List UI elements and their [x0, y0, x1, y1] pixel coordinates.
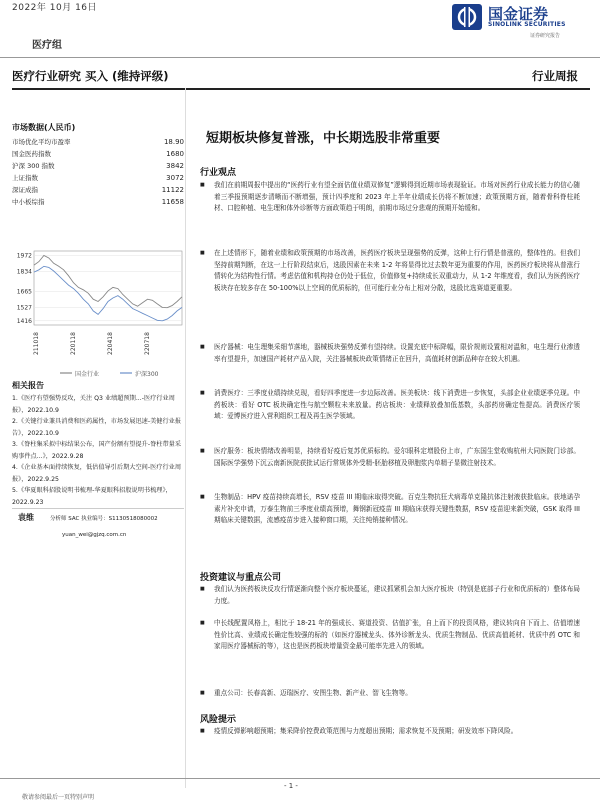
chart-legend	[60, 368, 180, 380]
footer-divider	[0, 778, 600, 779]
analyst-divider	[12, 508, 184, 509]
invest-bullet: ■ 我们认为医药板块反攻行情逐渐向整个医疗板块蔓延，建议抓紧机会加大医疗板块（特别是底部子行业和优质标的）整体布局力度。	[200, 585, 580, 605]
view-bullet: ■ 生物制品：HPV 疫苗持续高增长，RSV 疫苗 III 期临床取得突破。百克生物抗狂犬病毒单克隆抗体注射液获批临床。获地诺孕素片补充申请，万泰生物前三季度业绩高预增，舞钢新冠疫苗 III 期临床获得关键性数据，RSV 疫苗迎来新突破，GSK 取得 III 期临床关键数据，流感疫苗步进入接种窗口期，关注纯销接种情况。	[200, 493, 580, 524]
chart-x-tick-label: 220718	[144, 332, 151, 355]
chart-series-line-1	[34, 256, 182, 308]
chart-x-tick-label: 211018	[33, 332, 40, 355]
chart-axis-box	[34, 251, 182, 325]
chart-y-tick-label: 1972	[16, 252, 32, 260]
view-bullet: ■ 医疗服务：板块情绪改善明显，持续看好疫后复苏优质标的。爱尔眼科定增股份上市，广东国生堂收购杭州大同医院门诊部。国际医学强势下沉云南新医院获批试运行常规体外受精-胚胎移植及卵胞浆内单精子显微注射技术。	[200, 447, 580, 467]
analyst-email[interactable]: yuan_wei@gjzq.com.cn	[62, 532, 127, 538]
market-data-table	[12, 136, 186, 208]
related-report-item[interactable]: 5.《华夏眼科招股说明书梳理-华夏眼科招股说明书梳理》，2022.9.23	[12, 487, 172, 506]
chart-y-tick-label: 1416	[16, 317, 32, 325]
view-bullet: ■ 我们在前期周报中提出的“医药行业有望全面估值业绩双修复”逻辑得到近期市场表现验证。市场对医药行业成长能力的信心随着三季报预期逐步清晰而不断增强，预计四季度和 2023 年上半年业绩成长仍将不断加速；政策预期方面，随着骨科脊柱耗材、口腔种植、电生理和体外诊断等方面政策趋于明朗，前期市场过分悲观的预期开始缓和。	[200, 181, 580, 212]
related-report-item[interactable]: 3.《脊柱集采拟中标结果公布，国产份额有望提升-脊柱带量采购事件点...》，2022.9.28	[12, 441, 182, 460]
view-bullet: ■ 消费医疗：三季度业绩持续兑现，看好四季度进一步边际改善。医美板块：线下消费进一步恢复，头部企业业绩逐季兑现。中药板块：看好 OTC 板块确定性与航空颗粒未来放量。药店板块：业绩释放叠加低基数，头部药房确定性提高。消费医疗领域：爱博医疗进入营利组织工程及再生医学领域。	[200, 389, 580, 420]
view-bullet: ■ 在上述情形下，随着业绩和政策预期的市场改善，医药医疗板块呈现强势的反弹，这种上行行情是普涨的，整体性的。但我们坚持前期判断，在这一上行阶段结束后，选股因素在未来 1-2 年将显得比过去数年更为重要的作用，医药医疗板块将从普涨行情转化为结构性行情。考虑估值和机构持仓仍处于低位，价值修复+持续成长双重动力，从 1-2 年维度看，我们认为医药医疗板块存在较多存在 50-100%以上空间的优质标的，但可能行业分布上相对分散，选股比选赛道更重要。	[200, 249, 580, 292]
logo-subtitle: 证券研究报告	[530, 33, 561, 39]
market-row: 沪深 300 指数 3842	[12, 162, 184, 170]
related-report-item[interactable]: 2.《关键行业兼具消费和医药属性，市场发展迅速-美健行业报告》，2022.10.9	[12, 418, 182, 437]
section-heading-invest: 投资建议与重点公司	[200, 573, 282, 583]
market-row: 中小板综指 11658	[12, 198, 184, 206]
market-row: 国金医药指数 1680	[12, 150, 184, 158]
logo-text-cn: 国金证券	[488, 5, 549, 23]
report-main-title: 短期板块修复普涨，中长期选股非常重要	[206, 131, 441, 146]
report-type: 行业周报	[532, 69, 578, 83]
section-heading-risk: 风险提示	[200, 715, 237, 725]
header-divider	[0, 57, 600, 58]
market-data-title: 市场数据(人民币)	[12, 123, 76, 132]
footer-disclaimer: 敬请参阅最后一页特别声明	[22, 794, 95, 801]
chart-y-tick-label: 1834	[16, 268, 32, 276]
market-row: 深证成指 11122	[12, 186, 184, 194]
invest-bullet: ■ 中长线配置风格上，相比于 18-21 年的强成长、赛道投资、估值扩张，自上而下的投资风格，建议转向自下而上、估值增速性价比高、业绩成长确定性较强的标的（如医疗器械龙头、体外诊断龙头、优质生物制品、优质高值耗材、优质中药 OTC 和家用医疗器械标的等），这也是医药板块增量资金最可能率先进入的领域。	[200, 619, 580, 650]
invest-bullet: ■ 重点公司：长春高新、迈瑞医疗、安图生物、新产业、智飞生物等。	[200, 689, 412, 697]
dept-label: 医疗组	[32, 40, 62, 51]
logo-text-en: SINOLINK SECURITIES	[488, 21, 566, 28]
related-report-item[interactable]: 4.《企业基本面持续恢复，低估值导引后期大空间-医疗行业周报》，2022.9.25	[12, 464, 182, 483]
chart-series-line-2	[34, 266, 182, 321]
analyst-detail: 分析师 SAC 执业编号：S1130518080002	[50, 516, 158, 522]
chart-x-tick-label: 220118	[70, 332, 77, 355]
related-report-item[interactable]: 1.《医疗有望强势反攻，关注 Q3 业绩超预期...-医疗行业周报》，2022.10.9	[12, 395, 175, 414]
legend-label-2: 沪深300	[135, 371, 159, 378]
related-reports-title: 相关报告	[12, 381, 44, 390]
market-row: 市场优化平均市盈率 18.90	[12, 138, 184, 146]
chart-x-tick-label: 220418	[107, 332, 114, 355]
legend-label-1: 国金行业	[75, 371, 100, 378]
analyst-name: 袁维	[18, 513, 34, 522]
view-bullet: ■ 医疗器械：电生理集采细节落地，器械板块强势反弹有望持续。设置充底中标降幅，限价规则设置相对温和，电生理行业渗透率有望提升，加速国产耗材产品入院，关注器械板块政策情绪正在回升，高值耗材创新品种存在较大机遇。	[200, 343, 580, 363]
report-heading: 医疗行业研究 买入 (维持评级)	[12, 69, 169, 83]
company-logo	[450, 2, 590, 42]
report-date: 2022年 10月 16日	[12, 3, 98, 13]
market-row: 上证指数 3072	[12, 174, 184, 182]
index-chart	[12, 247, 186, 362]
chart-y-tick-label: 1665	[16, 288, 32, 296]
section-heading-view: 行业观点	[200, 168, 237, 178]
chart-y-tick-label: 1527	[16, 304, 32, 312]
page-number: - 1 -	[284, 782, 298, 790]
risk-bullet: ■ 疫情反弹影响超预期；集采降价控费政策范围与力度超出预期；需求恢复不及预期；研发效率下降风险。	[200, 727, 518, 735]
index-line-chart	[12, 247, 186, 362]
logo-mark-icon	[450, 2, 484, 32]
heading-rule	[12, 88, 590, 90]
